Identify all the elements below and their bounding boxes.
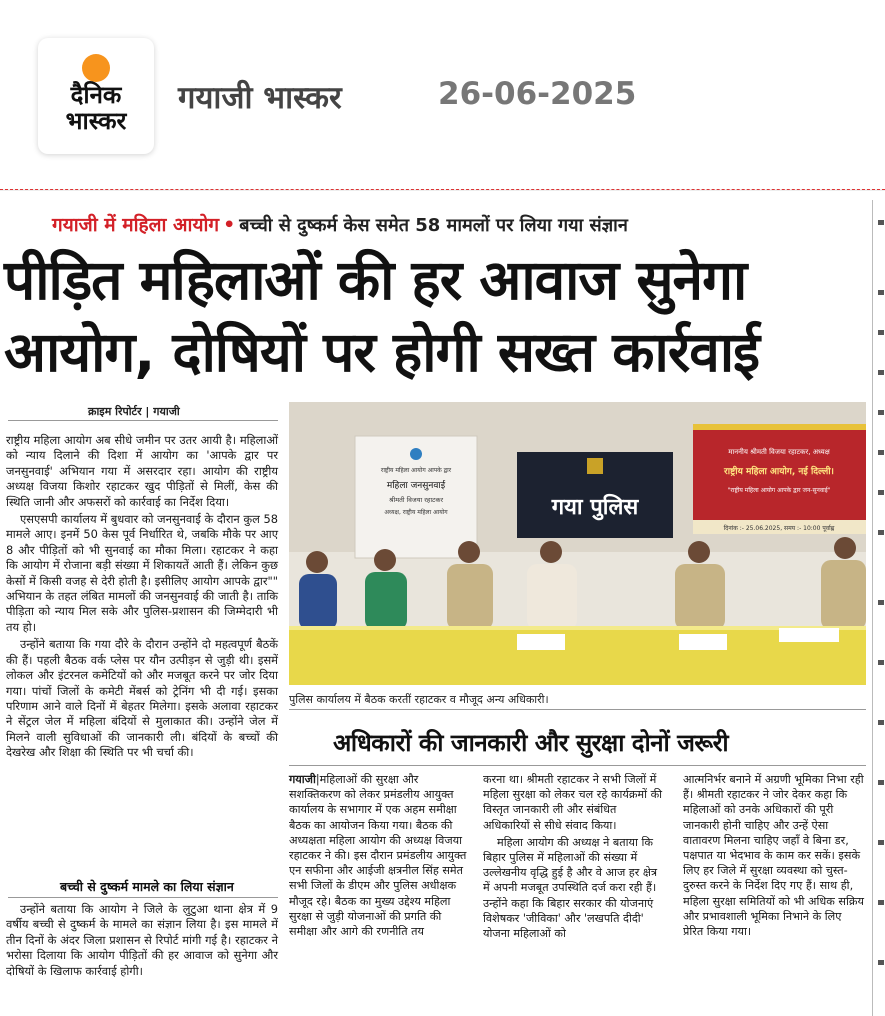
section2-col2-para2: महिला आयोग की अध्यक्ष ने बताया कि बिहार पुलिस में महिलाओं की संख्या में उल्लेखनीय वृद्धि हुई है और वे आज हर क्षेत्र में अपनी मजबूत उपस्थिति दर्ज करा रही हैं। उन्होंने कहा कि बिहार सरकार की योजनाएं विशेषकर 'जीविका' और 'लखपति दीदी' योजना महिलाओं को (483, 835, 658, 941)
left-banner-line3: श्रीमती विजया रहाटकर (389, 496, 443, 504)
article-subhead: बच्ची से दुष्कर्म मामले का लिया संज्ञान (60, 879, 234, 894)
sun-icon (82, 54, 110, 82)
masthead (0, 0, 885, 190)
right-banner-line2: राष्ट्रीय महिला आयोग, नई दिल्ली। (724, 467, 834, 477)
kicker-label: गयाजी में महिला आयोग (52, 214, 220, 236)
meeting-photo (289, 402, 866, 685)
masthead-divider (0, 189, 885, 191)
edition-date: 26-06-2025 (438, 76, 637, 112)
section2-tag: गयाजी (289, 773, 316, 786)
photo-caption: पुलिस कार्यालय में बैठक करतीं रहाटकर व मौजूद अन्य अधिकारी। (289, 693, 549, 706)
article-paragraph-3: उन्होंने बताया कि गया दौरे के दौरान उन्होंने दो महत्वपूर्ण बैठकें की हैं। पहली बैठक वर्क प्लेस पर यौन उत्पीड़न से जुड़ी थी। इसमें लोकल और इंटरनल कमेटियों को और मजबूत करने पर जोर दिया गया। पांचों जिलों के कमेटी मेंबर्स को ट्रेनिंग भी दी गई। इसका परिणाम आने वाले दिनों में बेहतर मिलेगा। इसके अलावा रहाटकर ने सेंट्रल जेल में महिला बंदियों से मुलाकात की। उन्होंने जेल में मिलने वाली सुविधाओं की जानकारी ली। बंदियों के बच्चों की देखरेख और शिक्षा की स्थिति पर भी चर्चा की। (6, 637, 278, 760)
section2-divider (289, 765, 866, 766)
headline-line1: पीड़ित महिलाओं की हर आवाज सुनेगा (4, 248, 747, 312)
byline: क्राइम रिपोर्टर | गयाजी (88, 405, 180, 418)
right-banner-line4: दिनांक :- 25.06.2025, समय :- 10:00 पूर्वाह्न (723, 525, 835, 532)
section2-title: अधिकारों की जानकारी और सुरक्षा दोनों जरूरी (333, 729, 729, 757)
edition-name: गयाजी भास्कर (178, 80, 342, 116)
adjacent-article-strip (872, 200, 885, 1016)
byline-divider (8, 420, 278, 421)
article-column (6, 433, 278, 763)
section2-col1-text: |महिलाओं की सुरक्षा और सशक्तिकरण को लेकर प्रमंडलीय आयुक्त कार्यालय के सभागार में एक अहम समीक्षा बैठक का आयोजन किया गया। बैठक की अध्यक्षता महिला आयोग की अध्यक्ष विजया रहाटकर ने की। इस दौरान प्रमंडलीय आयुक्त एन सफीना और आईजी क्षत्रनील सिंह समेत सभी जिलों के डीएम और पुलिस अधीक्षक मौजूद रहे। बैठक का मुख्य उद्देश्य महिला सुरक्षा से जुड़ी योजनाओं की प्रगति की समीक्षा और आगे की रणनीति तय (289, 773, 467, 939)
caption-divider (289, 709, 866, 710)
left-banner-line1: राष्ट्रीय महिला आयोग आपके द्वार (380, 467, 452, 474)
section2-column-1 (289, 772, 467, 941)
section2-col2-para1: करना था। श्रीमती रहाटकर ने सभी जिलों में महिला सुरक्षा को लेकर चल रहे कार्यक्रमों की विस्तृत जानकारी ली और संबंधित अधिकारियों से सीधे संवाद किया। (483, 773, 663, 832)
right-banner-line3: "राष्ट्रीय महिला आयोग आपके द्वार जन-सुनवाई" (727, 487, 831, 494)
article-column-tail (6, 902, 278, 981)
logo-line1: दैनिक (70, 81, 122, 109)
kicker-text: बच्ची से दुष्कर्म केस समेत 58 मामलों पर लिया गया संज्ञान (239, 215, 628, 236)
logo-line2: भास्कर (65, 107, 127, 135)
dainik-bhaskar-logo (38, 38, 154, 154)
article-paragraph-2: एसएसपी कार्यालय में बुधवार को जनसुनवाई के दौरान कुल 58 मामले आए। इनमें 50 केस पूर्व निर्धारित थे, जबकि मौके पर आए 8 और पीड़ितों को भी सुनवाई का मौका मिला। रहाटकर ने कहा कि आयोग में रोजाना बड़ी संख्या में शिकायतें आती हैं। लेकिन कुछ केसों में किसी वजह से देरी होती है। इसीलिए आयोग आपके द्वार"" अभियान के तहत लंबित मामलों की जनसुनवाई की जाती है। ताकि पीड़िता को न्याय मिल सके और पुलिस-प्रशासन की जिम्मेदारी भी तय हो। (6, 512, 278, 634)
right-banner-line1: माननीय श्रीमती विजया रहाटकर, अध्यक्ष (728, 448, 830, 456)
section2-column-3 (683, 772, 865, 941)
headline-line2: आयोग, दोषियों पर होगी सख्त कार्रवाई (4, 320, 760, 384)
left-banner-line2: महिला जनसुनवाई (386, 481, 446, 491)
section2-column-2 (483, 772, 663, 943)
kicker (52, 211, 628, 237)
police-board-text: गया पुलिस (551, 495, 639, 520)
article-paragraph-4: उन्होंने बताया कि आयोग ने जिले के लुटुआ थाना क्षेत्र में 9 वर्षीय बच्ची से दुष्कर्म के मामले का संज्ञान लिया है। इस मामले में तीन दिनों के अंदर जिला प्रशासन से रिपोर्ट मांगी गई है। रहाटकर ने भरोसा दिलाया कि आयोग पीड़ितों की हर आवाज को सुनेगा और दोषियों के खिलाफ कार्रवाई होगी। (6, 902, 278, 978)
left-banner-line4: अध्यक्ष, राष्ट्रीय महिला आयोग (384, 509, 448, 516)
section2-col3-text: आत्मनिर्भर बनाने में अग्रणी भूमिका निभा रही हैं। श्रीमती रहाटकर ने जोर देकर कहा कि महिलाओं को उनके अधिकारों की पूरी जानकारी होनी चाहिए और उन्हें ऐसा वातावरण मिलना चाहिए जहाँ वे बिना डर, पक्षपात या भेदभाव के काम कर सकें। इसके लिए हर जिले में सुरक्षा व्यवस्था को चुस्त-दुरुस्त करने के निर्देश दिए गए हैं। साथ ही, महिला सुरक्षा समितियों को भी अधिक सक्रिय और प्रभावशाली भूमिका निभाने के लिए प्रेरित किया गया। (683, 773, 864, 939)
article-paragraph-1: राष्ट्रीय महिला आयोग अब सीधे जमीन पर उतर आयी है। महिलाओं को न्याय दिलाने की दिशा में आयोग का 'आपके द्वार पर जनसुनवाई' अभियान गया में असरदार रहा। आयोग की राष्ट्रीय अध्यक्ष विजया किशोर रहाटकर खुद पीड़ितों से मिलीं, केस की स्थिति जानी और अफसरों को कार्रवाई का निर्देश दिया। (6, 433, 278, 509)
bullet-icon: • (223, 214, 236, 236)
subhead-divider (8, 897, 278, 898)
